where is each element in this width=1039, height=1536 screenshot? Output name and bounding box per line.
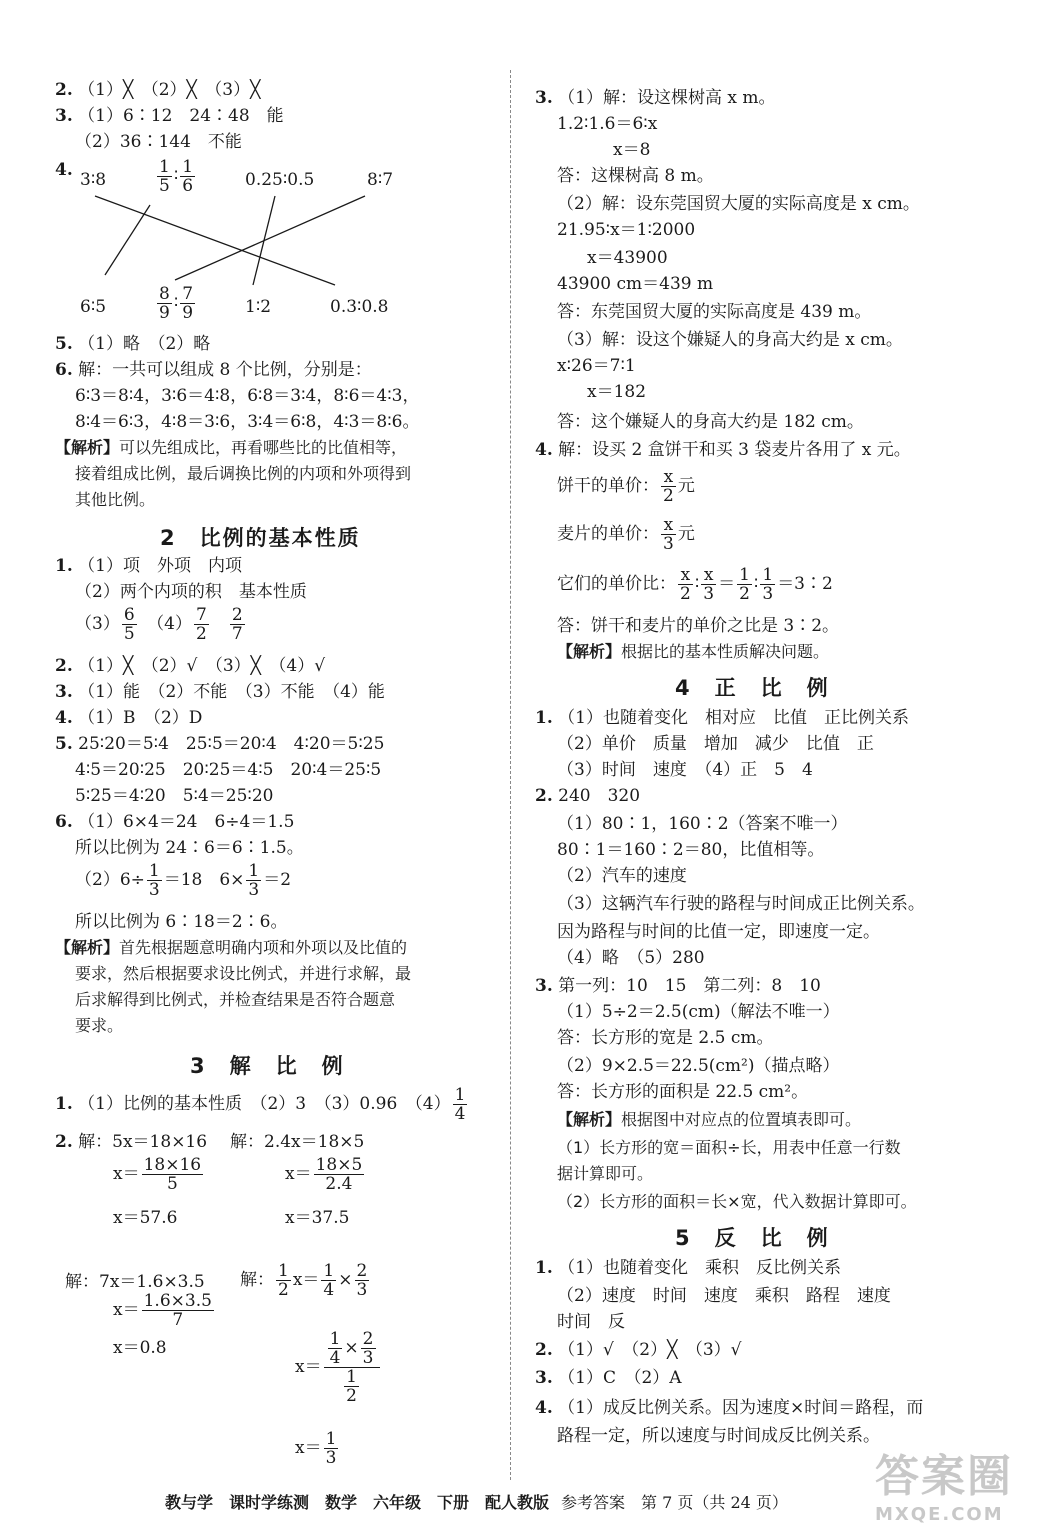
q4-number: 4. — [55, 160, 73, 180]
s2-q4-answer: 4. （1）B （2）D — [55, 708, 203, 728]
q4-bottom-item-3: 1∶2 — [245, 297, 272, 317]
s5-q2-answer: 2. （1）√ （2）╳ （3）√ — [535, 1340, 742, 1360]
s5-q3-answer: 3. （1）C （2）A — [535, 1368, 682, 1388]
s2-q1-line-3: （3） $\frac{6}{5}$ （4） $\frac{7}{2}$ $\frac{2}{7}$ — [75, 605, 243, 644]
s5-q4-line-2: 路程一定，所以速度与时间成反比例关系。 — [557, 1426, 880, 1446]
footer-page-info: 参考答案 第 7 页（共 24 页） — [561, 1493, 788, 1512]
s2-q3-answer: 3. （1）能 （2）不能 （3）不能 （4）能 — [55, 682, 385, 702]
analysis-2-line-3: 后求解得到比例式，并检查结果是否符合题意 — [75, 990, 396, 1009]
s4-q3-line-3: 答：长方形的宽是 2.5 cm。 — [557, 1028, 774, 1048]
q4-top-item-3: 0.25∶0.5 — [245, 170, 315, 190]
s2-q5-line-1: 5. 25∶20＝5∶4 25∶5＝20∶4 4∶20＝5∶25 — [55, 734, 385, 754]
q4-top-item-4: 8∶7 — [367, 170, 394, 190]
watermark-big-text: 答案圈 — [875, 1451, 1013, 1502]
watermark-url: MXQE.COM — [875, 1504, 1004, 1525]
s4-q2-line-1: 2. 240 320 — [535, 786, 641, 806]
s3-q2-c-line-1: 解：7x＝1.6×3.5 — [65, 1272, 205, 1292]
s4-q2-line-5: （3）这辆汽车行驶的路程与时间成正比例关系。 — [557, 894, 925, 914]
r-q4-line-5: 答：饼干和麦片的单价之比是 3∶2。 — [557, 616, 840, 636]
s4-q3-line-2: （1）5÷2＝2.5(cm)（解法不唯一） — [557, 1002, 840, 1022]
r-analysis-2-line-4: （2）长方形的面积＝长×宽，代入数据计算即可。 — [557, 1192, 917, 1211]
s4-q1-line-3: （3）时间 速度 （4）正 5 4 — [557, 760, 813, 780]
s4-q1-line-1: 1. （1）也随着变化 相对应 比值 正比例关系 — [535, 708, 909, 728]
s4-q2-line-2: （1）80∶1，160∶2（答案不唯一） — [557, 814, 848, 834]
r-q3-line-10: （3）解：设这个嫌疑人的身高大约是 x cm。 — [557, 330, 903, 350]
s2-q6-line-4: 所以比例为 6∶18＝2∶6。 — [75, 912, 288, 932]
s4-q2-line-4: （2）汽车的速度 — [557, 866, 687, 886]
s3-q2-d-line-3: x＝ $\frac{1}{3}$ — [295, 1429, 337, 1468]
s4-q3-line-1: 3. 第一列：10 15 第二列：8 10 — [535, 976, 821, 996]
match-line-2 — [105, 205, 150, 275]
s4-q3-line-5: 答：长方形的面积是 22.5 cm²。 — [557, 1082, 809, 1102]
footer-brand: 教与学 课时学练测 数学 六年级 下册 配人教版 — [165, 1493, 550, 1512]
section-5-title: 5 反 比 例 — [675, 1226, 830, 1250]
analysis-2-line-2: 要求，然后根据要求设比例式，并进行求解，最 — [75, 964, 412, 983]
s4-q2-line-3: 80∶1＝160∶2＝80，比值相等。 — [557, 840, 825, 860]
s2-q2-answer: 2. （1）╳ （2）√ （3）╳ （4）√ — [55, 656, 326, 676]
s2-q1-line-2: （2）两个内项的积 基本性质 — [75, 582, 307, 602]
q3-answer-2: （2）36∶144 不能 — [75, 132, 242, 152]
s4-q2-line-6: 因为路程与时间的比值一定，即速度一定。 — [557, 922, 880, 942]
s2-q5-line-3: 5∶25＝4∶20 5∶4＝25∶20 — [75, 786, 274, 806]
analysis-2-line-4: 要求。 — [75, 1016, 124, 1035]
match-line-4 — [175, 196, 365, 280]
r-q3-line-11: x∶26＝7∶1 — [557, 356, 636, 376]
r-q3-line-8: 43900 cm＝439 m — [557, 274, 714, 294]
r-q4-line-4: 它们的单价比： $\frac{x}{2}$ ∶ $\frac{x}{3}$ ＝ $\frac{1}{2}$ ∶ $\frac{1}{3}$ ＝3∶2 — [557, 565, 833, 604]
match-line-1 — [95, 196, 335, 285]
q5-answer: 5. （1）略 （2）略 — [55, 334, 211, 354]
page-footer — [165, 1490, 788, 1513]
analysis-1-line-3: 其他比例。 — [75, 490, 156, 509]
s3-q2-c-line-2: x＝ $\frac{1.6\times 3.5}{7}$ — [113, 1291, 212, 1330]
s4-q1-line-2: （2）单价 质量 增加 减少 比值 正 — [557, 734, 874, 754]
r-q3-line-4: 答：这棵树高 8 m。 — [557, 166, 714, 186]
r-q4-line-2: 饼干的单价： $\frac{x}{2}$ 元 — [557, 467, 695, 506]
s3-q2-a-line-1: 2. 解：5x＝18×16 — [55, 1132, 208, 1152]
r-analysis-2-line-1: 【解析】根据图中对应点的位置填表即可。 — [557, 1110, 862, 1129]
s2-q6-line-2: 所以比例为 24∶6＝6∶1.5。 — [75, 838, 304, 858]
q6-answer-2: 6∶3＝8∶4，3∶6＝4∶8，6∶8＝3∶4，8∶6＝4∶3， — [75, 386, 420, 406]
r-analysis-2-line-3: 据计算即可。 — [557, 1164, 654, 1183]
q6-answer-1: 6. 解：一共可以组成 8 个比例，分别是： — [55, 360, 372, 380]
r-q3-line-6: 21.95∶x＝1∶2000 — [557, 220, 696, 240]
s2-q6-line-1: 6. （1）6×4＝24 6÷4＝1.5 — [55, 812, 295, 832]
r-q3-line-13: 答：这个嫌疑人的身高大约是 182 cm。 — [557, 412, 864, 432]
r-analysis-1: 【解析】根据比的基本性质解决问题。 — [557, 642, 830, 661]
s4-q3-line-4: （2）9×2.5＝22.5(cm²)（描点略） — [557, 1056, 840, 1076]
s3-q2-a-line-3: x＝57.6 — [113, 1208, 178, 1228]
r-q3-line-3: x＝8 — [613, 140, 651, 160]
q4-top-item-2: $\frac{1}{5}$ ∶ $\frac{1}{6}$ — [159, 157, 194, 196]
s5-q1-line-3: 时间 反 — [557, 1312, 625, 1332]
q2-answer: 2. （1）╳ （2）╳ （3）╳ — [55, 80, 261, 100]
s5-q1-line-2: （2）速度 时间 速度 乘积 路程 速度 — [557, 1286, 891, 1306]
s3-q2-b-line-3: x＝37.5 — [285, 1208, 350, 1228]
s3-q2-d-line-1: 解： $\frac{1}{2}$ x＝ $\frac{1}{4}$ × $\frac{2}{3}$ — [240, 1261, 368, 1300]
s3-q2-a-line-2: x＝ $\frac{18\times 16}{5}$ — [113, 1155, 202, 1194]
q4-bottom-item-1: 6∶5 — [80, 297, 107, 317]
r-q3-line-7: x＝43900 — [587, 248, 668, 268]
r-q4-line-1: 4. 解：设买 2 盒饼干和买 3 袋麦片各用了 x 元。 — [535, 440, 911, 460]
s3-q2-b-line-2: x＝ $\frac{18\times 5}{2.4}$ — [285, 1155, 363, 1194]
s5-q4-line-1: 4. （1）成反比例关系。因为速度×时间＝路程，而 — [535, 1398, 924, 1418]
s2-q5-line-2: 4∶5＝20∶25 20∶25＝4∶5 20∶4＝25∶5 — [75, 760, 382, 780]
q3-answer-1: 3. （1）6∶12 24∶48 能 — [55, 106, 284, 126]
section-2-title: 2 比例的基本性质 — [160, 526, 361, 550]
s3-q2-b-line-1: 解：2.4x＝18×5 — [230, 1132, 365, 1152]
r-q3-line-1: 3. （1）解：设这棵树高 x m。 — [535, 88, 776, 108]
r-q3-line-5: （2）解：设东莞国贸大厦的实际高度是 x cm。 — [557, 194, 920, 214]
column-divider — [510, 70, 511, 1480]
analysis-2-line-1: 【解析】首先根据题意明确内项和外项以及比值的 — [55, 938, 408, 957]
r-q3-line-9: 答：东莞国贸大厦的实际高度是 439 m。 — [557, 302, 872, 322]
analysis-1-line-1: 【解析】可以先组成比，再看哪些比的比值相等， — [55, 438, 408, 457]
q4-bottom-item-4: 0.3∶0.8 — [330, 297, 389, 317]
r-q3-line-2: 1.2∶1.6＝6∶x — [557, 114, 658, 134]
s3-q1-answer: 1. （1）比例的基本性质 （2）3 （3）0.96 （4） $\frac{1}{4}$ — [55, 1085, 466, 1124]
s3-q2-c-line-3: x＝0.8 — [113, 1338, 167, 1358]
analysis-1-line-2: 接着组成比例，最后调换比例的内项和外项得到 — [75, 464, 412, 483]
s2-q6-line-3: （2）6÷ $\frac{1}{3}$ ＝18 6× $\frac{1}{3}$ ＝2 — [75, 861, 292, 900]
s3-q2-d-line-2: x＝ $\frac{1}{4}$ × $\frac{2}{3}$ $\frac{1}{2}$ — [295, 1330, 382, 1420]
section-4-title: 4 正 比 例 — [675, 676, 830, 700]
r-q3-line-12: x＝182 — [587, 382, 647, 402]
s4-q2-line-7: （4）略 （5）280 — [557, 948, 705, 968]
s2-q1-line-1: 1. （1）项 外项 内项 — [55, 556, 242, 576]
s5-q1-line-1: 1. （1）也随着变化 乘积 反比例关系 — [535, 1258, 841, 1278]
watermark-logo — [875, 1440, 1015, 1525]
section-3-title: 3 解 比 例 — [190, 1054, 345, 1078]
q6-answer-3: 8∶4＝6∶3，4∶8＝3∶6，3∶4＝6∶8，4∶3＝8∶6。 — [75, 412, 420, 432]
q4-top-item-1: 3∶8 — [80, 170, 107, 190]
q4-bottom-item-2: $\frac{8}{9}$ ∶ $\frac{7}{9}$ — [159, 284, 194, 323]
r-analysis-2-line-2: （1）长方形的宽＝面积÷长，用表中任意一行数 — [557, 1138, 901, 1157]
r-q4-line-3: 麦片的单价： $\frac{x}{3}$ 元 — [557, 515, 695, 554]
